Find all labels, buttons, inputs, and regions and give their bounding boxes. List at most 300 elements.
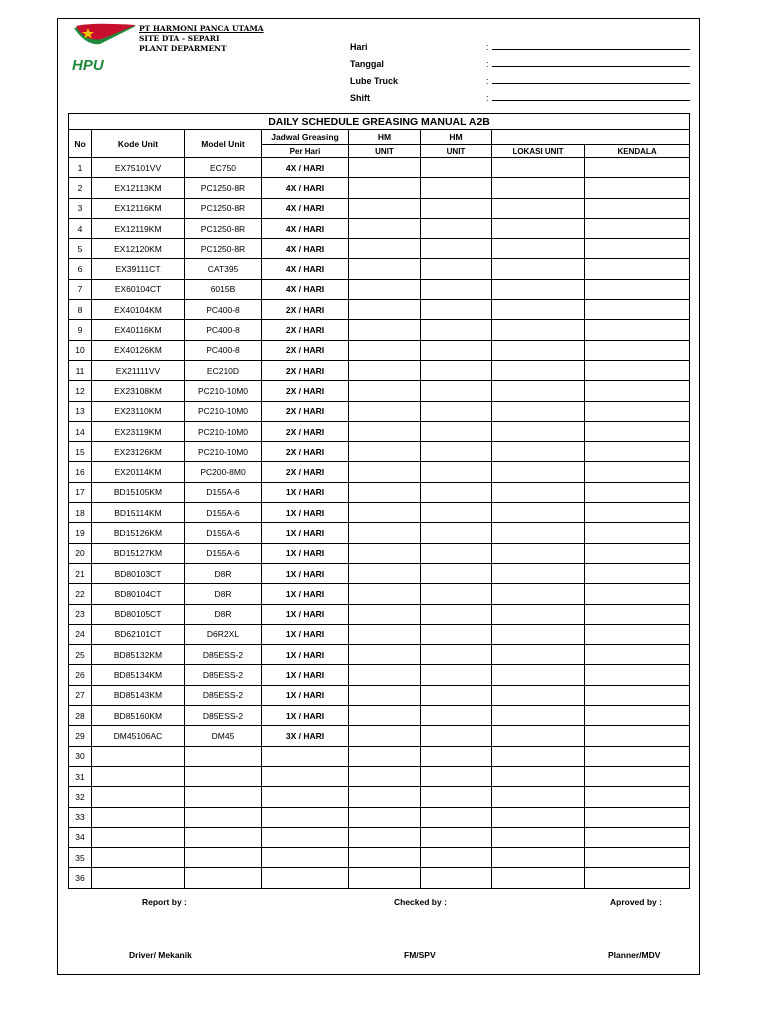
cell-kode-unit: BD15105KM [92, 482, 185, 502]
cell-lokasi-unit[interactable] [492, 421, 585, 441]
cell-jadwal: 4X / HARI [262, 178, 349, 198]
cell-model-unit [185, 787, 262, 807]
table-title: DAILY SCHEDULE GREASING MANUAL A2B [69, 114, 690, 130]
cell-hm-unit-1[interactable] [349, 807, 421, 827]
cell-kendala[interactable] [585, 198, 690, 218]
field-colon: : [486, 42, 489, 52]
field-label: Lube Truck [350, 76, 399, 86]
cell-lokasi-unit[interactable] [492, 360, 585, 380]
cell-hm-unit-1[interactable] [349, 604, 421, 624]
col-header-model-unit: Model Unit [185, 130, 262, 158]
table-row [69, 766, 690, 786]
table-row [69, 381, 690, 401]
cell-model-unit: PC210-10M0 [185, 442, 262, 462]
cell-kode-unit: BD80104CT [92, 584, 185, 604]
cell-no: 9 [69, 320, 92, 340]
cell-kendala[interactable] [585, 787, 690, 807]
table-row [69, 807, 690, 827]
cell-lokasi-unit[interactable] [492, 523, 585, 543]
cell-no: 1 [69, 158, 92, 178]
cell-hm-unit-1[interactable] [349, 685, 421, 705]
cell-kode-unit: BD80105CT [92, 604, 185, 624]
cell-hm-unit-2[interactable] [421, 300, 492, 320]
cell-hm-unit-2[interactable] [421, 746, 492, 766]
cell-hm-unit-2[interactable] [421, 320, 492, 340]
cell-no: 4 [69, 218, 92, 238]
cell-kendala[interactable] [585, 584, 690, 604]
cell-lokasi-unit[interactable] [492, 340, 585, 360]
cell-hm-unit-2[interactable] [421, 848, 492, 868]
cell-model-unit [185, 807, 262, 827]
cell-kendala[interactable] [585, 543, 690, 563]
cell-jadwal: 4X / HARI [262, 198, 349, 218]
cell-kendala[interactable] [585, 218, 690, 238]
cell-hm-unit-1[interactable] [349, 746, 421, 766]
cell-hm-unit-1[interactable] [349, 381, 421, 401]
cell-model-unit: D85ESS-2 [185, 645, 262, 665]
cell-kendala[interactable] [585, 401, 690, 421]
cell-no: 14 [69, 421, 92, 441]
cell-lokasi-unit[interactable] [492, 665, 585, 685]
table-row [69, 827, 690, 847]
cell-lokasi-unit[interactable] [492, 787, 585, 807]
cell-model-unit [185, 766, 262, 786]
cell-lokasi-unit[interactable] [492, 807, 585, 827]
cell-kendala[interactable] [585, 259, 690, 279]
cell-hm-unit-2[interactable] [421, 381, 492, 401]
field-line[interactable] [492, 89, 690, 101]
cell-model-unit: PC400-8 [185, 320, 262, 340]
cell-kendala[interactable] [585, 421, 690, 441]
field-shift[interactable] [350, 86, 690, 103]
cell-hm-unit-2[interactable] [421, 218, 492, 238]
field-lube-truck[interactable] [350, 69, 690, 86]
cell-hm-unit-2[interactable] [421, 766, 492, 786]
cell-hm-unit-2[interactable] [421, 340, 492, 360]
cell-jadwal: 1X / HARI [262, 645, 349, 665]
checked-by-label: Checked by : [394, 897, 447, 907]
cell-model-unit: PC200-8M0 [185, 462, 262, 482]
field-tanggal[interactable] [350, 52, 690, 69]
cell-model-unit: PC1250-8R [185, 178, 262, 198]
cell-jadwal: 2X / HARI [262, 300, 349, 320]
table-row [69, 279, 690, 299]
cell-hm-unit-2[interactable] [421, 645, 492, 665]
cell-kendala[interactable] [585, 239, 690, 259]
table-row [69, 624, 690, 644]
cell-jadwal: 1X / HARI [262, 543, 349, 563]
cell-lokasi-unit[interactable] [492, 726, 585, 746]
cell-model-unit [185, 848, 262, 868]
cell-model-unit: PC210-10M0 [185, 381, 262, 401]
cell-jadwal: 1X / HARI [262, 624, 349, 644]
cell-kendala[interactable] [585, 848, 690, 868]
cell-hm-unit-1[interactable] [349, 442, 421, 462]
cell-jadwal: 1X / HARI [262, 584, 349, 604]
cell-kendala[interactable] [585, 706, 690, 726]
cell-kode-unit: BD85132KM [92, 645, 185, 665]
table-row [69, 421, 690, 441]
cell-hm-unit-1[interactable] [349, 584, 421, 604]
cell-kode-unit [92, 766, 185, 786]
cell-no: 5 [69, 239, 92, 259]
cell-hm-unit-2[interactable] [421, 462, 492, 482]
cell-hm-unit-2[interactable] [421, 279, 492, 299]
cell-kendala[interactable] [585, 604, 690, 624]
cell-hm-unit-1[interactable] [349, 279, 421, 299]
cell-model-unit: 6015B [185, 279, 262, 299]
field-label: Tanggal [350, 59, 384, 69]
col-header-hm-unit-2: UNIT [421, 145, 492, 158]
cell-model-unit [185, 827, 262, 847]
cell-kendala[interactable] [585, 482, 690, 502]
cell-hm-unit-2[interactable] [421, 726, 492, 746]
cell-jadwal: 1X / HARI [262, 482, 349, 502]
cell-hm-unit-1[interactable] [349, 259, 421, 279]
cell-jadwal [262, 827, 349, 847]
cell-hm-unit-1[interactable] [349, 158, 421, 178]
cell-model-unit: D8R [185, 563, 262, 583]
cell-lokasi-unit[interactable] [492, 827, 585, 847]
cell-kendala[interactable] [585, 442, 690, 462]
cell-kode-unit: EX23119KM [92, 421, 185, 441]
cell-kode-unit: EX23110KM [92, 401, 185, 421]
cell-kode-unit: EX12113KM [92, 178, 185, 198]
cell-kendala[interactable] [585, 624, 690, 644]
cell-hm-unit-1[interactable] [349, 340, 421, 360]
cell-kode-unit: EX20114KM [92, 462, 185, 482]
cell-hm-unit-2[interactable] [421, 158, 492, 178]
cell-hm-unit-2[interactable] [421, 401, 492, 421]
cell-kendala[interactable] [585, 665, 690, 685]
cell-hm-unit-2[interactable] [421, 178, 492, 198]
cell-no: 28 [69, 706, 92, 726]
cell-kendala[interactable] [585, 279, 690, 299]
cell-hm-unit-1[interactable] [349, 645, 421, 665]
cell-hm-unit-2[interactable] [421, 787, 492, 807]
cell-jadwal: 2X / HARI [262, 442, 349, 462]
cell-hm-unit-2[interactable] [421, 523, 492, 543]
cell-lokasi-unit[interactable] [492, 848, 585, 868]
col-header-no: No [69, 130, 92, 158]
table-row [69, 320, 690, 340]
cell-hm-unit-1[interactable] [349, 198, 421, 218]
cell-hm-unit-2[interactable] [421, 665, 492, 685]
cell-no: 20 [69, 543, 92, 563]
cell-jadwal: 2X / HARI [262, 340, 349, 360]
cell-kode-unit: BD85134KM [92, 665, 185, 685]
cell-no: 21 [69, 563, 92, 583]
cell-no: 15 [69, 442, 92, 462]
cell-model-unit: EC210D [185, 360, 262, 380]
cell-hm-unit-2[interactable] [421, 706, 492, 726]
table-row [69, 604, 690, 624]
cell-hm-unit-2[interactable] [421, 503, 492, 523]
cell-lokasi-unit[interactable] [492, 259, 585, 279]
table-row [69, 300, 690, 320]
cell-hm-unit-2[interactable] [421, 807, 492, 827]
cell-lokasi-unit[interactable] [492, 442, 585, 462]
table-row [69, 158, 690, 178]
cell-hm-unit-1[interactable] [349, 421, 421, 441]
cell-hm-unit-2[interactable] [421, 604, 492, 624]
cell-hm-unit-1[interactable] [349, 563, 421, 583]
cell-jadwal: 1X / HARI [262, 503, 349, 523]
table-row [69, 442, 690, 462]
cell-lokasi-unit[interactable] [492, 300, 585, 320]
cell-kode-unit [92, 827, 185, 847]
cell-hm-unit-2[interactable] [421, 259, 492, 279]
cell-no: 18 [69, 503, 92, 523]
cell-kendala[interactable] [585, 381, 690, 401]
cell-lokasi-unit[interactable] [492, 381, 585, 401]
company-block [139, 24, 264, 54]
cell-hm-unit-1[interactable] [349, 868, 421, 888]
cell-jadwal: 2X / HARI [262, 320, 349, 340]
cell-hm-unit-2[interactable] [421, 868, 492, 888]
cell-lokasi-unit[interactable] [492, 584, 585, 604]
cell-kode-unit: BD85160KM [92, 706, 185, 726]
cell-hm-unit-2[interactable] [421, 360, 492, 380]
field-label: Hari [350, 42, 368, 52]
cell-lokasi-unit[interactable] [492, 401, 585, 421]
table-row [69, 401, 690, 421]
col-header-hm-2: HM [421, 130, 492, 145]
cell-kendala[interactable] [585, 827, 690, 847]
cell-lokasi-unit[interactable] [492, 279, 585, 299]
cell-model-unit: D155A-6 [185, 482, 262, 502]
col-header-lokasi-unit: LOKASI UNIT [492, 145, 585, 158]
table-row [69, 706, 690, 726]
cell-lokasi-unit[interactable] [492, 218, 585, 238]
cell-hm-unit-1[interactable] [349, 624, 421, 644]
cell-jadwal: 4X / HARI [262, 239, 349, 259]
cell-kendala[interactable] [585, 340, 690, 360]
cell-hm-unit-1[interactable] [349, 787, 421, 807]
table-row [69, 198, 690, 218]
table-row [69, 848, 690, 868]
table-row [69, 259, 690, 279]
cell-hm-unit-1[interactable] [349, 523, 421, 543]
cell-kendala[interactable] [585, 320, 690, 340]
cell-no: 31 [69, 766, 92, 786]
cell-kendala[interactable] [585, 178, 690, 198]
cell-lokasi-unit[interactable] [492, 239, 585, 259]
cell-model-unit: CAT395 [185, 259, 262, 279]
cell-hm-unit-2[interactable] [421, 198, 492, 218]
col-header-jadwal-1: Jadwal Greasing [262, 130, 349, 145]
cell-lokasi-unit[interactable] [492, 503, 585, 523]
table-row [69, 218, 690, 238]
cell-kendala[interactable] [585, 503, 690, 523]
cell-hm-unit-1[interactable] [349, 503, 421, 523]
cell-no: 33 [69, 807, 92, 827]
cell-hm-unit-1[interactable] [349, 320, 421, 340]
cell-kendala[interactable] [585, 300, 690, 320]
cell-hm-unit-1[interactable] [349, 360, 421, 380]
cell-hm-unit-2[interactable] [421, 482, 492, 502]
cell-jadwal [262, 868, 349, 888]
cell-lokasi-unit[interactable] [492, 482, 585, 502]
field-colon: : [486, 76, 489, 86]
cell-jadwal: 1X / HARI [262, 604, 349, 624]
cell-kode-unit: DM45106AC [92, 726, 185, 746]
cell-hm-unit-2[interactable] [421, 563, 492, 583]
cell-hm-unit-1[interactable] [349, 726, 421, 746]
cell-kode-unit [92, 746, 185, 766]
cell-kendala[interactable] [585, 462, 690, 482]
cell-jadwal [262, 848, 349, 868]
cell-jadwal: 2X / HARI [262, 462, 349, 482]
cell-hm-unit-2[interactable] [421, 421, 492, 441]
cell-model-unit: DM45 [185, 726, 262, 746]
cell-lokasi-unit[interactable] [492, 746, 585, 766]
cell-no: 11 [69, 360, 92, 380]
cell-hm-unit-1[interactable] [349, 543, 421, 563]
cell-jadwal: 2X / HARI [262, 360, 349, 380]
field-line[interactable] [492, 72, 690, 84]
table-row [69, 563, 690, 583]
cell-model-unit [185, 746, 262, 766]
cell-hm-unit-1[interactable] [349, 665, 421, 685]
cell-kode-unit: EX40104KM [92, 300, 185, 320]
aproved-by-label: Aproved by : [610, 897, 662, 907]
cell-hm-unit-1[interactable] [349, 827, 421, 847]
table-row [69, 543, 690, 563]
cell-hm-unit-2[interactable] [421, 624, 492, 644]
field-line[interactable] [492, 38, 690, 50]
table-row [69, 746, 690, 766]
cell-lokasi-unit[interactable] [492, 685, 585, 705]
cell-hm-unit-2[interactable] [421, 685, 492, 705]
cell-no: 32 [69, 787, 92, 807]
cell-kendala[interactable] [585, 523, 690, 543]
cell-hm-unit-1[interactable] [349, 239, 421, 259]
cell-no: 13 [69, 401, 92, 421]
cell-lokasi-unit[interactable] [492, 766, 585, 786]
cell-model-unit: PC400-8 [185, 300, 262, 320]
cell-kendala[interactable] [585, 746, 690, 766]
cell-lokasi-unit[interactable] [492, 624, 585, 644]
cell-lokasi-unit[interactable] [492, 462, 585, 482]
cell-hm-unit-1[interactable] [349, 766, 421, 786]
cell-kendala[interactable] [585, 563, 690, 583]
cell-lokasi-unit[interactable] [492, 543, 585, 563]
cell-hm-unit-1[interactable] [349, 218, 421, 238]
cell-hm-unit-2[interactable] [421, 442, 492, 462]
cell-hm-unit-2[interactable] [421, 239, 492, 259]
cell-hm-unit-1[interactable] [349, 848, 421, 868]
driver-mekanik-label: Driver/ Mekanik [129, 950, 192, 960]
cell-model-unit: PC1250-8R [185, 218, 262, 238]
cell-hm-unit-1[interactable] [349, 706, 421, 726]
table-row [69, 360, 690, 380]
cell-jadwal: 1X / HARI [262, 665, 349, 685]
cell-jadwal: 4X / HARI [262, 279, 349, 299]
cell-kendala[interactable] [585, 360, 690, 380]
cell-kendala[interactable] [585, 868, 690, 888]
cell-lokasi-unit[interactable] [492, 158, 585, 178]
cell-model-unit: D85ESS-2 [185, 665, 262, 685]
cell-kode-unit: EX12119KM [92, 218, 185, 238]
cell-lokasi-unit[interactable] [492, 604, 585, 624]
cell-jadwal: 4X / HARI [262, 218, 349, 238]
col-header-hm-1: HM [349, 130, 421, 145]
cell-jadwal: 2X / HARI [262, 421, 349, 441]
cell-no: 12 [69, 381, 92, 401]
cell-kode-unit: BD85143KM [92, 685, 185, 705]
cell-model-unit [185, 868, 262, 888]
table-row [69, 178, 690, 198]
cell-model-unit: PC210-10M0 [185, 421, 262, 441]
cell-hm-unit-1[interactable] [349, 401, 421, 421]
cell-lokasi-unit[interactable] [492, 868, 585, 888]
cell-kendala[interactable] [585, 766, 690, 786]
cell-kendala[interactable] [585, 645, 690, 665]
cell-kendala[interactable] [585, 726, 690, 746]
cell-no: 26 [69, 665, 92, 685]
cell-kendala[interactable] [585, 807, 690, 827]
table-row [69, 645, 690, 665]
cell-hm-unit-2[interactable] [421, 827, 492, 847]
cell-lokasi-unit[interactable] [492, 645, 585, 665]
cell-no: 16 [69, 462, 92, 482]
cell-kendala[interactable] [585, 685, 690, 705]
cell-hm-unit-1[interactable] [349, 300, 421, 320]
cell-hm-unit-1[interactable] [349, 178, 421, 198]
cell-kendala[interactable] [585, 158, 690, 178]
table-row [69, 340, 690, 360]
table-row [69, 685, 690, 705]
cell-no: 24 [69, 624, 92, 644]
cell-jadwal: 4X / HARI [262, 158, 349, 178]
table-row [69, 665, 690, 685]
cell-model-unit: D155A-6 [185, 543, 262, 563]
table-row [69, 482, 690, 502]
field-line[interactable] [492, 55, 690, 67]
cell-no: 36 [69, 868, 92, 888]
planner-mdv-label: Planner/MDV [608, 950, 661, 960]
cell-model-unit: PC400-8 [185, 340, 262, 360]
cell-lokasi-unit[interactable] [492, 563, 585, 583]
cell-kode-unit: BD15126KM [92, 523, 185, 543]
cell-kode-unit: EX12116KM [92, 198, 185, 218]
cell-kode-unit: EX60104CT [92, 279, 185, 299]
cell-hm-unit-1[interactable] [349, 482, 421, 502]
cell-jadwal: 1X / HARI [262, 563, 349, 583]
cell-kode-unit: EX23126KM [92, 442, 185, 462]
cell-model-unit: D8R [185, 604, 262, 624]
cell-jadwal [262, 807, 349, 827]
cell-no: 35 [69, 848, 92, 868]
cell-kode-unit: BD80103CT [92, 563, 185, 583]
col-header-kode-unit: Kode Unit [92, 130, 185, 158]
cell-hm-unit-2[interactable] [421, 543, 492, 563]
cell-lokasi-unit[interactable] [492, 320, 585, 340]
field-hari[interactable] [350, 35, 690, 52]
cell-hm-unit-2[interactable] [421, 584, 492, 604]
cell-kode-unit: EX12120KM [92, 239, 185, 259]
cell-lokasi-unit[interactable] [492, 706, 585, 726]
cell-jadwal: 1X / HARI [262, 685, 349, 705]
cell-lokasi-unit[interactable] [492, 178, 585, 198]
cell-hm-unit-1[interactable] [349, 462, 421, 482]
cell-jadwal: 2X / HARI [262, 381, 349, 401]
fm-spv-label: FM/SPV [404, 950, 436, 960]
cell-no: 27 [69, 685, 92, 705]
col-header-blank [492, 130, 690, 145]
cell-lokasi-unit[interactable] [492, 198, 585, 218]
